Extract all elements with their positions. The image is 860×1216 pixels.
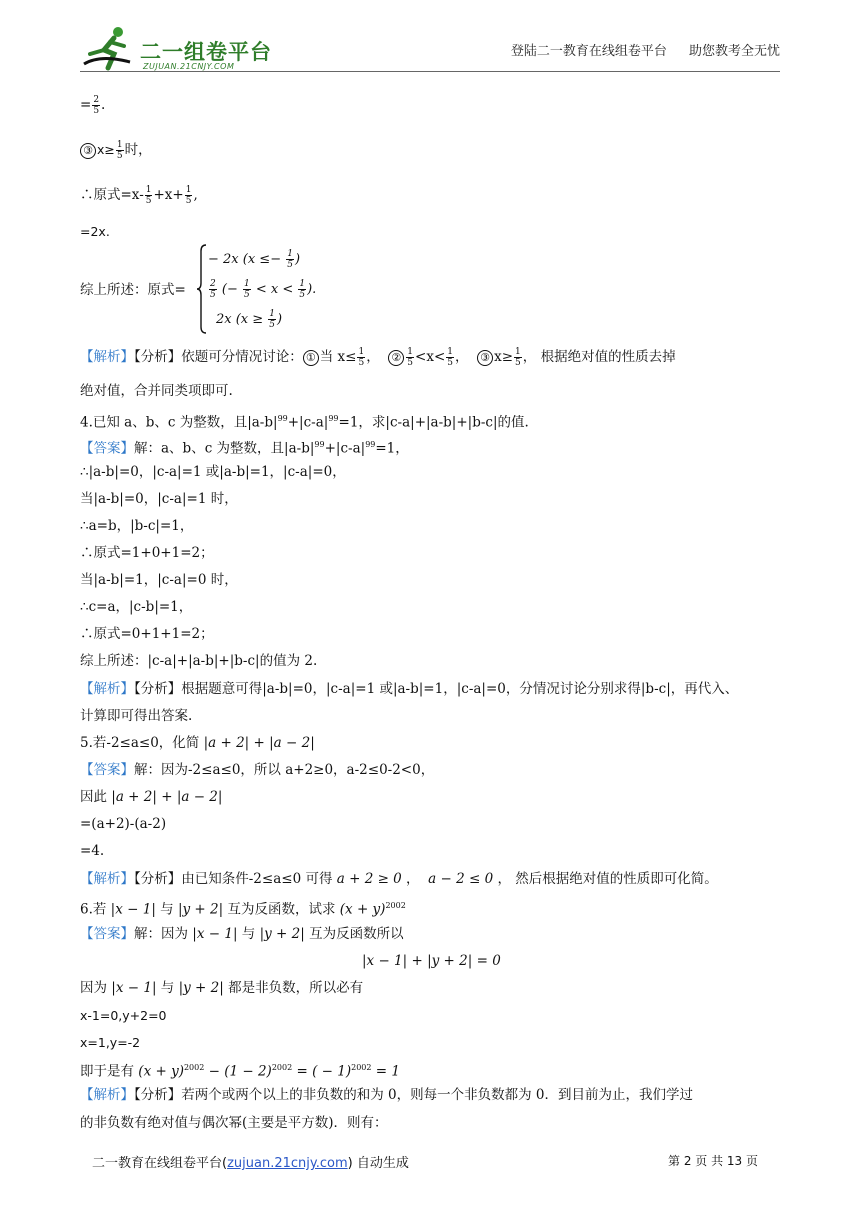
logo-text: 二一组卷平台 <box>140 40 272 64</box>
text-line: 当|a-b|=0，|c-a|=1 时， <box>80 491 238 507</box>
footer-link[interactable]: zujuan.21cnjy.com <box>227 1156 348 1171</box>
text-line: 即于是有 $(x + y)^{2002} - (1 - 2)^{2002}$ = ( − 1)$^{2002}$ = 1 <box>80 1063 400 1080</box>
text-line: ∴c=a，|c-b|=1， <box>80 599 193 615</box>
text-line: = $\frac{2}{5}$ . <box>80 95 106 116</box>
analysis-line: 【解析】【分析】若两个或两个以上的非负数的和为 0，则每一个非负数都为 0．到目前为止，我们学过 <box>80 1087 694 1103</box>
text-line: =4. <box>80 843 105 859</box>
case-row: $\frac{2}{5}$ (− $\frac{1}{5}$ < x < $\frac{1}{5}$ ). <box>210 279 317 300</box>
header-tagline: 助您教考全无忧 <box>688 44 780 59</box>
text-line: x=1,y=-2 <box>80 1035 141 1050</box>
logo-subtitle: ZUJUAN.21CNJY.COM <box>143 62 235 71</box>
page-header <box>80 22 780 74</box>
text-line: 综上所述：原式= <box>80 282 186 298</box>
text-line: x-1=0,y+2=0 <box>80 1008 167 1023</box>
question-4: 4.已知 a、b、c 为整数，且$|a-b|^{99}+|c-a|^{99}=1$，求|c-a|+|a-b|+|b-c|的值. <box>80 414 529 431</box>
answer-line: 【答案】解：因为 |x − 1| 与 |y + 2| 互为反函数所以 <box>80 926 404 942</box>
text-line: 综上所述：|c-a|+|a-b|+|b-c|的值为 2. <box>80 653 318 669</box>
analysis-line: 【解析】【分析】根据题意可得|a-b|=0，|c-a|=1 或|a-b|=1，|c-a|=0，分情况讨论分别求得|b-c|，再代入、 <box>80 681 739 697</box>
text-line: 因此 |a + 2| + |a − 2| <box>80 789 223 805</box>
page-number: 第 2 页 共 13 页 <box>668 1154 758 1168</box>
header-divider <box>80 71 780 72</box>
left-brace-icon <box>196 243 208 335</box>
case-row: 2x (x ≥ $\frac{1}{5}$ ) <box>216 309 283 330</box>
text-line: ∴|a-b|=0，|c-a|=1 或|a-b|=1，|c-a|=0， <box>80 464 346 480</box>
question-5: 5.若-2≤a≤0，化简 |a + 2| + |a − 2| <box>80 735 315 751</box>
text-line: ③ x≥ $\frac{1}{5}$ 时， <box>80 140 152 161</box>
piecewise-function <box>196 243 336 335</box>
text-line: 计算即可得出答案. <box>80 708 193 724</box>
case-row: − 2x (x ≤− $\frac{1}{5}$ ) <box>208 249 301 270</box>
analysis-line: 【解析】【分析】由已知条件-2≤a≤0 可得 a + 2 ≥ 0 ， a − 2 ≤ 0 ， 然后根据绝对值的性质即可化简。 <box>80 871 718 887</box>
text-line: 的非负数有绝对值与偶次幂(主要是平方数)．则有： <box>80 1115 388 1131</box>
question-6: 6.若 |x − 1| 与 |y + 2| 互为反函数，试求 $(x + y)^{2002}$ <box>80 901 406 918</box>
text-line: 当|a-b|=1，|c-a|=0 时， <box>80 572 238 588</box>
text-line: ∴原式=0+1+1=2； <box>80 626 214 642</box>
text-line: =(a+2)-(a-2) <box>80 816 167 832</box>
answer-line: 【答案】解：a、b、c 为整数，且$|a-b|^{99}+|c-a|^{99}=1$， <box>80 440 409 457</box>
header-platform-link: 登陆二一教育在线组卷平台 <box>510 44 667 59</box>
text-line: =2x. <box>80 224 110 239</box>
text-line: ∴原式=1+0+1=2； <box>80 545 214 561</box>
text-line: 【解析】【分析】依题可分情况讨论： ① 当 x≤ $\frac{1}{5}$ ， ② $\frac{1}{5}$ <x< $\frac{1}{5}$ ， ③ x≥ $\frac{1}{5}$ ， 根据绝对值的性质去掉 <box>80 347 676 368</box>
fraction: $\frac{2}{5}$ <box>93 95 100 116</box>
footer-source: 二一教育在线组卷平台(zujuan.21cnjy.com) 自动生成 <box>92 1156 409 1171</box>
answer-line: 【答案】解：因为-2≤a≤0，所以 a+2≥0，a-2≤0-2<0， <box>80 762 435 778</box>
text-line: ∴a=b，|b-c|=1， <box>80 518 194 534</box>
text-line: 因为 |x − 1| 与 |y + 2| 都是非负数，所以必有 <box>80 980 364 996</box>
centered-equation: |x − 1| + |y + 2| = 0 <box>362 953 501 969</box>
circled-number: ③ <box>80 143 96 159</box>
text-line: 绝对值，合并同类项即可. <box>80 383 233 399</box>
text-line: ∴原式=x- $\frac{1}{5}$ +x+ $\frac{1}{5}$ , <box>80 185 198 206</box>
runner-logo-icon <box>80 24 140 74</box>
header-slogan <box>493 40 780 59</box>
